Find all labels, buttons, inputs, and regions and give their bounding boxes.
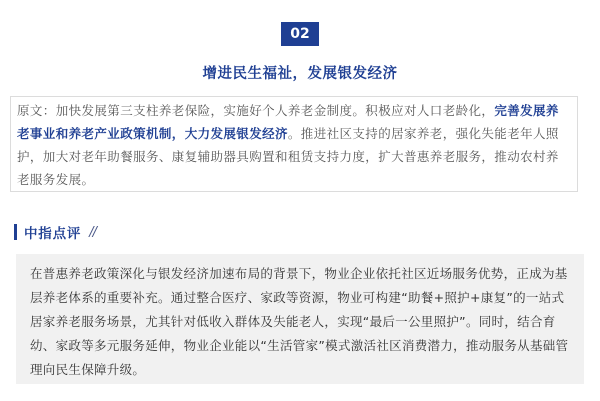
commentary-box xyxy=(16,254,584,384)
section-title: 增进民生福祉，发展银发经济 xyxy=(202,66,398,82)
original-text-prefix: 原文：加快发展第三支柱养老保险，实施好个人养老金制度。积极应对人口老龄化， xyxy=(17,103,495,118)
header-accent-bar xyxy=(14,224,17,240)
header-slash-decoration: // xyxy=(89,224,96,240)
section-number-badge: 02 xyxy=(281,22,319,46)
commentary-header xyxy=(14,224,96,240)
commentary-text: 在普惠养老政策深化与银发经济加速布局的背景下，物业企业依托社区近场服务优势，正成为基层养老体系的重要补充。通过整合医疗、家政等资源，物业可构建“助餐+照护+康复”的一站式居家养老服务场景，尤其针对低收入群体及失能老人，实现“最后一公里照护”。同时，结合育幼、家政等多元服务延伸，物业企业能以“生活管家”模式激活社区消费潜力，推动服务从基础管理向民生保障升级。 xyxy=(30,266,569,377)
commentary-label: 中指点评 xyxy=(24,226,82,242)
original-text-rest: 。推进社区支持的居家养老，强化失能老年人照护，加大对老年助餐服务、康复辅助器具购置和租赁支持力度，扩大普惠养老服务，推动农村养老服务发展。 xyxy=(17,126,559,187)
original-text-box xyxy=(10,96,578,192)
original-text xyxy=(17,99,571,191)
original-text-highlight: 完善发展养老事业和养老产业政策机制，大力发展银发经济 xyxy=(17,103,559,141)
